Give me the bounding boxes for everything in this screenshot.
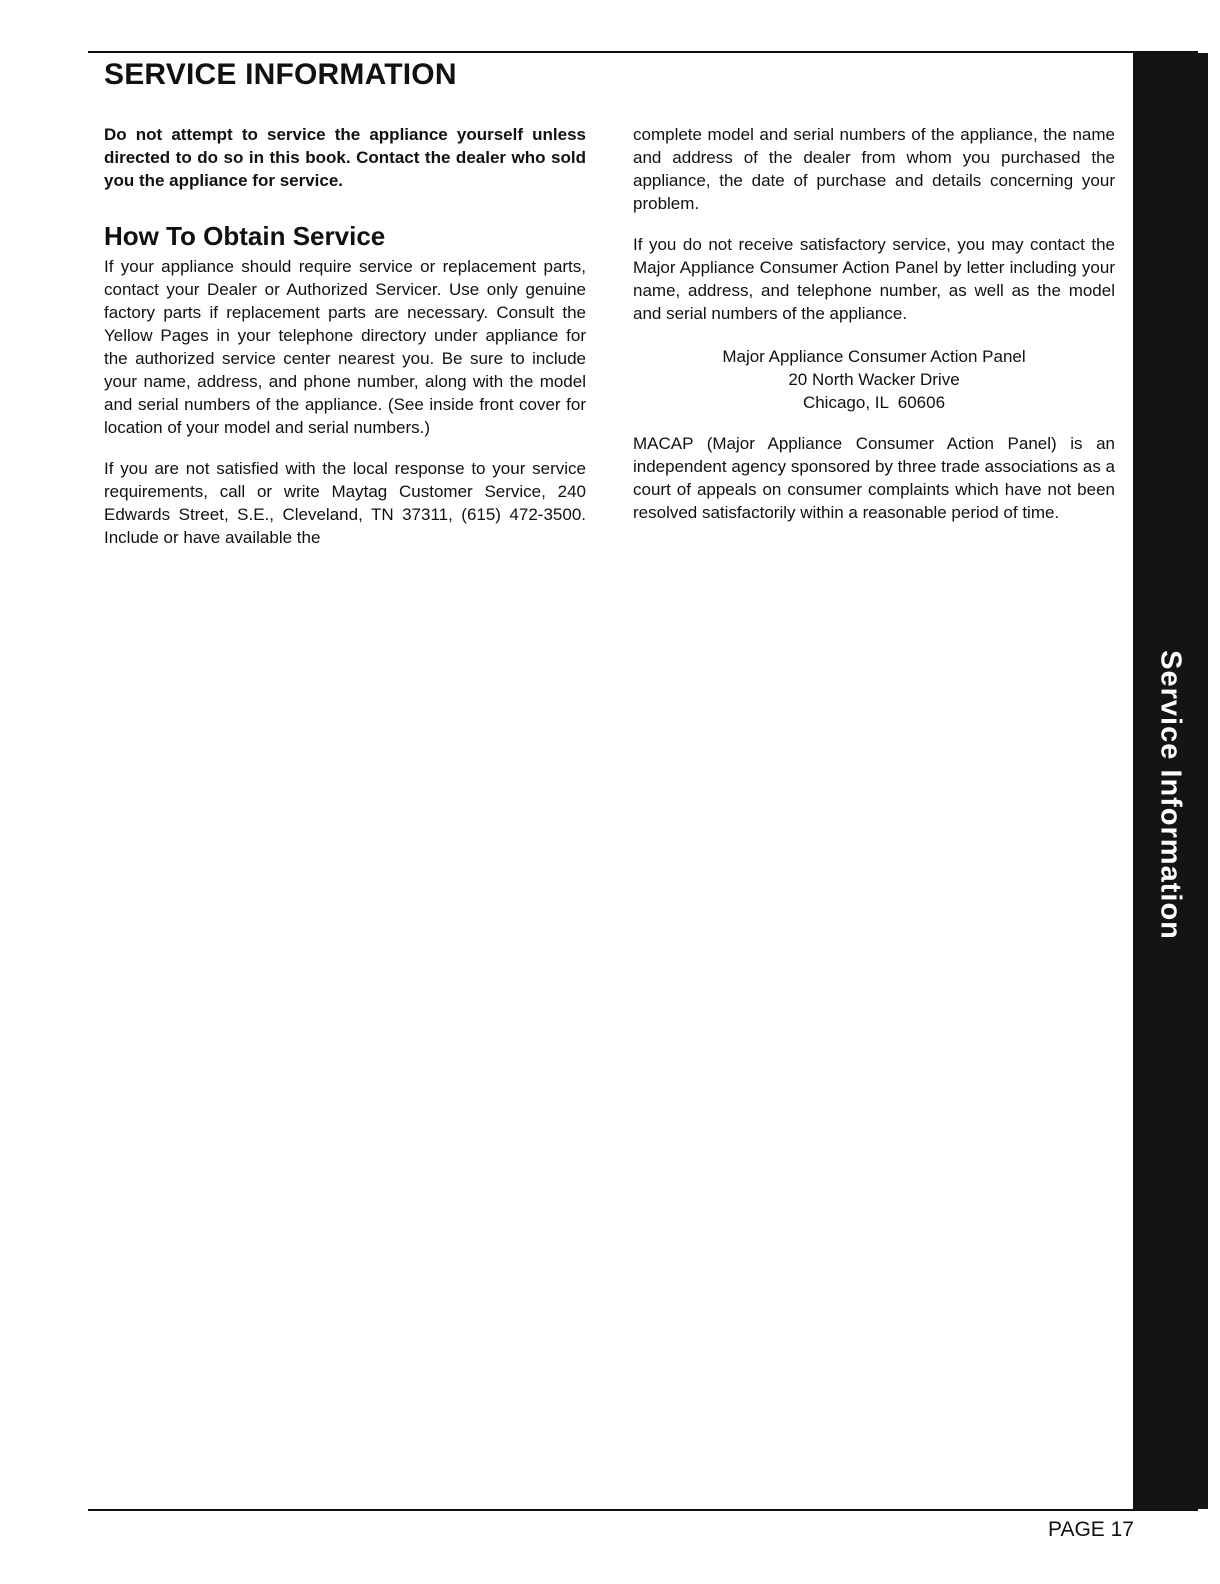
section-heading-obtain-service: How To Obtain Service [104,221,386,251]
address-line: Major Appliance Consumer Action Panel [722,347,1026,366]
macap-contact-paragraph: If you do not receive satisfactory service, you may contact the Major Appliance Consumer Action Panel by letter including your name, address, and telephone number, as well as the model and serial numbers of the appliance. [633,235,1115,323]
purchase-details-paragraph: complete model and serial numbers of the appliance, the name and address of the dealer from whom you purchased the appliance, the date of purchase and details concerning your problem. [633,125,1115,213]
side-tab-label: Service Information [1154,650,1187,940]
left-column [104,123,586,549]
bottom-divider [88,1509,1198,1511]
macap-address [633,345,1115,414]
macap-description-paragraph: MACAP (Major Appliance Consumer Action Panel) is an independent agency sponsored by three trade associations as a court of appeals on consumer complaints which have not been resolved satisfactorily within a reasonable period of time. [633,434,1115,522]
page-number: PAGE 17 [1048,1518,1134,1541]
right-column [633,123,1115,524]
address-line: Chicago, IL 60606 [802,393,946,412]
service-warning: Do not attempt to service the appliance yourself unless directed to do so in this book. Contact the dealer who sold you the appliance for service. [104,125,586,190]
obtain-service-paragraph: If your appliance should require service or replacement parts, contact your Dealer or Authorized Servicer. Use only genuine factory parts if replacement parts are necessary. Consult the Yellow Pages in your telephone directory under appliance for the authorized service center nearest you. Be sure to include your name, address, and phone number, along with the model and serial numbers of the appliance. (See inside front cover for location of your model and serial numbers.) [104,257,586,437]
customer-service-paragraph: If you are not satisfied with the local response to your service requirements, call or write Maytag Customer Service, 240 Edwards Street, S.E., Cleveland, TN 37311, (615) 472-3500. Include or have available the [104,459,586,547]
address-line: 20 North Wacker Drive [788,370,960,389]
top-divider [88,51,1198,53]
page-title: SERVICE INFORMATION [104,58,457,91]
